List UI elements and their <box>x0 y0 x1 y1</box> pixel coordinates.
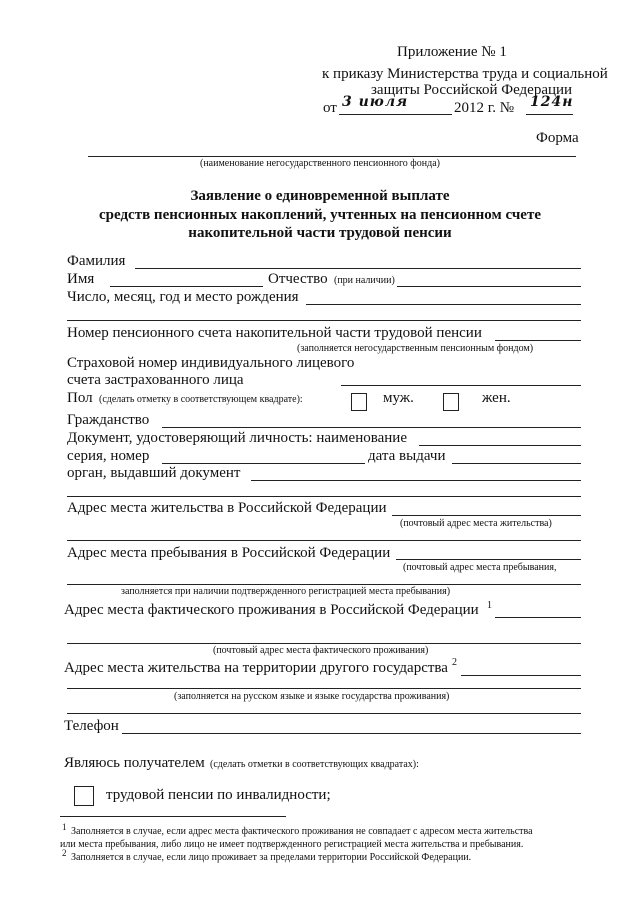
order-line-2: защиты Российской Федерации <box>371 82 573 98</box>
title-line-3: накопительной части трудовой пенсии <box>188 225 452 241</box>
insurance-label-1: Страховой номер индивидуального лицевого <box>67 355 355 371</box>
citizenship-label: Гражданство <box>67 412 150 428</box>
footnote-divider <box>60 816 286 817</box>
surname-field[interactable] <box>135 268 581 269</box>
foreign-field-3[interactable] <box>67 713 581 714</box>
document-field[interactable] <box>419 445 581 446</box>
disability-pension-label: трудовой пенсии по инвалидности; <box>106 787 331 803</box>
patronymic-note: (при наличии) <box>334 275 395 286</box>
date-line <box>339 114 452 115</box>
stay-note-2: заполняется при наличии подтвержденного регистрацией места пребывания) <box>121 586 451 597</box>
birth-label: Число, месяц, год и место рождения <box>67 289 299 305</box>
handwritten-date: 3 июля <box>342 94 409 110</box>
surname-label: Фамилия <box>67 253 126 269</box>
form-label: Форма <box>536 130 579 146</box>
issuer-label: орган, выдавший документ <box>67 465 241 481</box>
issue-date-label: дата выдачи <box>368 448 446 464</box>
order-line-1: к приказу Министерства труда и социальной <box>322 66 608 82</box>
actual-note: (почтовый адрес места фактического проживания) <box>213 645 429 656</box>
stay-field[interactable] <box>396 559 581 560</box>
patronymic-field[interactable] <box>397 286 581 287</box>
recipient-note: (сделать отметки в соответствующих квадратах): <box>210 759 419 770</box>
document-label: Документ, удостоверяющий личность: наименование <box>67 430 407 446</box>
name-label: Имя <box>67 271 95 287</box>
male-checkbox[interactable] <box>351 393 367 411</box>
actual-field-2[interactable] <box>67 643 581 644</box>
footnote-1-line-2: или места пребывания, либо лицо не имеет подтвержденного регистрацией места жительства и пребывания. <box>60 839 524 850</box>
from-label: от <box>323 100 337 116</box>
footnote-ref-2: 2 <box>452 657 457 668</box>
footnote-1-line-1: Заполняется в случае, если адрес места фактического проживания не совпадает с адресом места жительства <box>71 826 533 837</box>
title-line-2: средств пенсионных накоплений, учтенных на пенсионном счете <box>99 207 541 223</box>
residence-note: (почтовый адрес места жительства) <box>400 518 552 529</box>
account-label: Номер пенсионного счета накопительной части трудовой пенсии <box>67 325 482 341</box>
name-field[interactable] <box>110 286 263 287</box>
phone-field[interactable] <box>122 733 581 734</box>
title-line-1: Заявление о единовременной выплате <box>190 188 450 204</box>
foreign-field-2[interactable] <box>67 688 581 689</box>
residence-label: Адрес места жительства в Российской Федерации <box>67 500 387 516</box>
appendix-label: Приложение № 1 <box>397 44 507 60</box>
stay-field-2[interactable] <box>67 584 581 585</box>
residence-field[interactable] <box>392 515 581 516</box>
account-note: (заполняется негосударственным пенсионным фондом) <box>297 343 534 354</box>
foreign-note: (заполняется на русском языке и языке государства проживания) <box>174 691 450 702</box>
number-line <box>526 114 573 115</box>
stay-label: Адрес места пребывания в Российской Федерации <box>67 545 391 561</box>
sex-label: Пол <box>67 390 93 406</box>
year-number-label: 2012 г. № <box>454 100 515 116</box>
patronymic-label: Отчество <box>268 271 328 287</box>
female-checkbox[interactable] <box>443 393 459 411</box>
fund-caption: (наименование негосударственного пенсионного фонда) <box>200 158 440 169</box>
recipient-label: Являюсь получателем <box>64 755 205 771</box>
series-label: серия, номер <box>67 448 150 464</box>
birth-field-2[interactable] <box>67 320 581 321</box>
footnote-mark-1: 1 <box>62 822 67 832</box>
issuer-field-2[interactable] <box>67 496 581 497</box>
account-field[interactable] <box>495 340 581 341</box>
issuer-field[interactable] <box>251 480 581 481</box>
actual-field[interactable] <box>495 617 581 618</box>
stay-note: (почтовый адрес места пребывания, <box>403 562 557 573</box>
insurance-field[interactable] <box>341 385 581 386</box>
citizenship-field[interactable] <box>162 427 581 428</box>
birth-field[interactable] <box>306 304 581 305</box>
foreign-label: Адрес места жительства на территории другого государства <box>64 660 448 676</box>
fund-name-line <box>88 156 576 157</box>
male-label: муж. <box>383 390 414 406</box>
series-field[interactable] <box>162 463 365 464</box>
sex-note: (сделать отметку в соответствующем квадрате): <box>99 394 303 405</box>
disability-pension-checkbox[interactable] <box>74 786 94 806</box>
footnote-2: Заполняется в случае, если лицо проживает за пределами территории Российской Федерации. <box>71 852 472 863</box>
phone-label: Телефон <box>64 718 119 734</box>
actual-label: Адрес места фактического проживания в Российской Федерации <box>64 602 479 618</box>
handwritten-number: 124н <box>530 94 574 110</box>
footnote-ref-1: 1 <box>487 600 492 611</box>
footnote-mark-2: 2 <box>62 848 67 858</box>
residence-field-2[interactable] <box>67 540 581 541</box>
issue-date-field[interactable] <box>452 463 581 464</box>
female-label: жен. <box>482 390 511 406</box>
foreign-field[interactable] <box>461 675 581 676</box>
insurance-label-2: счета застрахованного лица <box>67 372 244 388</box>
